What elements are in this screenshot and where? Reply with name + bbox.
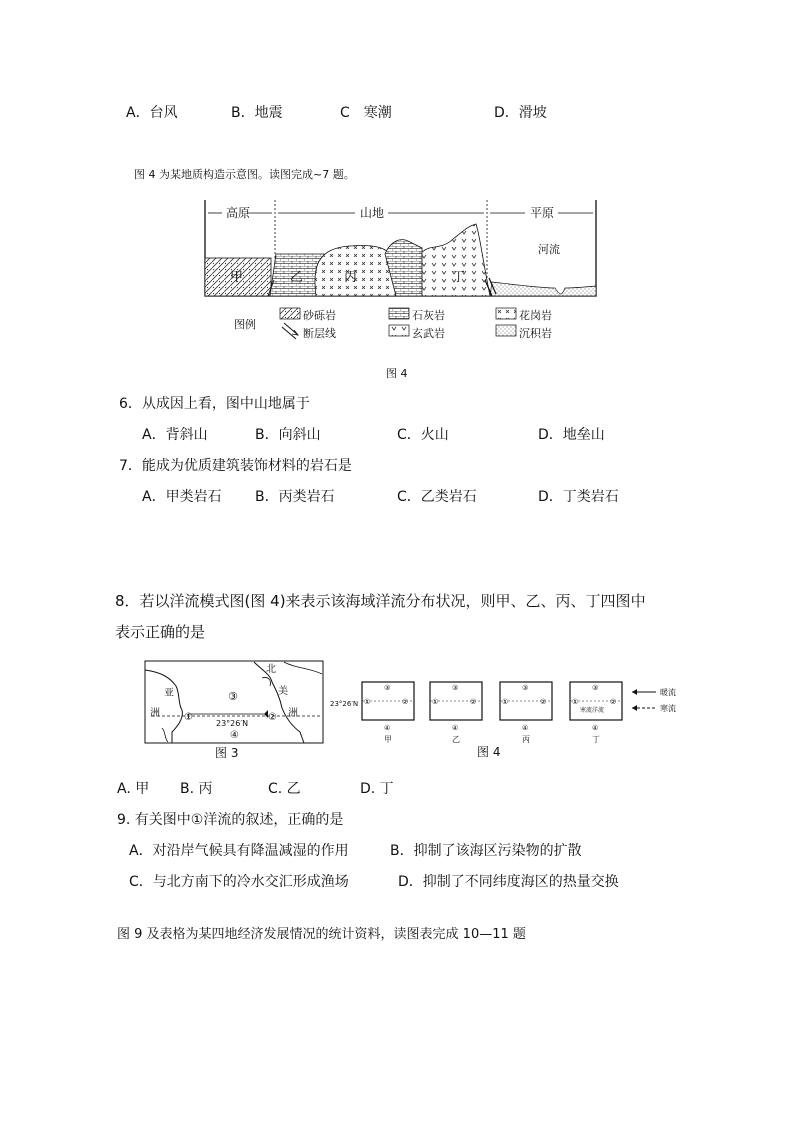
q5-option-b: B．地震 (231, 105, 283, 121)
legend-label-limestone: 石灰岩 (412, 309, 445, 322)
map-label-na-1: 北 (266, 664, 276, 675)
q9-stem: 9. 有关图中①洋流的叙述，正确的是 (117, 812, 344, 828)
q6-option-d: D．地垒山 (538, 427, 605, 443)
cold-current-label: 寒流 (660, 704, 676, 713)
legend-title: 图例 (234, 318, 256, 331)
rock-label-ding: 丁 (452, 270, 466, 285)
legend-swatch-basalt (389, 325, 409, 336)
rock-label-bing: 丙 (344, 270, 358, 285)
current-model-fig4 (330, 672, 690, 746)
map-latitude-label: 23°26′N (216, 719, 249, 728)
rock-block-ding (422, 224, 490, 296)
fig4-intro: 图 4 为某地质构造示意图。读图完成~7 题。 (134, 168, 355, 181)
q5-option-d: D．滑坡 (494, 105, 547, 121)
legend-label-granite: 花岗岩 (519, 309, 552, 322)
panel-label-bing: 丙 (522, 735, 530, 744)
legend-swatch-sediment (496, 325, 516, 336)
map-label-asia-2: 洲 (150, 708, 160, 719)
q8-option-a: A. 甲 (117, 781, 150, 797)
q7-option-c: C．乙类岩石 (397, 489, 477, 505)
panel-ding-num-1: ① (572, 698, 579, 706)
q9-option-c: C．与北方南下的冷水交汇形成渔场 (129, 874, 349, 890)
map-current-1: ① (184, 712, 193, 723)
figure-3-caption: 图 3 (215, 746, 239, 760)
panel-yi-num-3: ③ (452, 684, 459, 692)
panel-jia-num-1: ① (364, 698, 371, 706)
rock-label-yi: 乙 (290, 270, 304, 285)
q8-option-d: D. 丁 (360, 781, 394, 797)
map-current-3: ③ (228, 690, 238, 703)
panel-bing-num-2: ② (540, 698, 547, 706)
river-label: 河流 (538, 243, 560, 256)
panel-jia-num-4: ④ (384, 724, 391, 732)
panel-ding-inner-text: 寒流洋流 (580, 707, 605, 714)
q6-stem: 6．从成因上看，图中山地属于 (119, 396, 310, 412)
panel-ding-num-3: ③ (592, 684, 599, 692)
panel-label-ding: 丁 (592, 735, 600, 744)
q5-option-c: C 寒潮 (340, 105, 392, 121)
q9-option-a: A．对沿岸气候具有降温减湿的作用 (129, 843, 349, 859)
q9-option-b: B．抑制了该海区污染物的扩散 (390, 843, 582, 859)
legend-swatch-limestone (389, 308, 409, 319)
q7-option-d: D．丁类岩石 (538, 489, 619, 505)
legend-label-basalt: 玄武岩 (412, 327, 445, 340)
q8-stem-line1: 8．若以洋流模式图(图 4)来表示该海域洋流分布状况，则甲、乙、丙、丁四图中 (115, 592, 646, 610)
region-mountain-label: 山地 (360, 206, 385, 220)
legend-swatch-granite (496, 308, 516, 319)
panel-yi-num-4: ④ (452, 724, 459, 732)
q6-option-c: C．火山 (397, 427, 449, 443)
fig9-intro: 图 9 及表格为某四地经济发展情况的统计资料，读图表完成 10—11 题 (117, 927, 526, 942)
panel-yi-num-2: ② (470, 698, 477, 706)
q8-stem-line2: 表示正确的是 (115, 623, 206, 641)
panel-jia-num-2: ② (402, 698, 409, 706)
q6-option-a: A．背斜山 (142, 427, 208, 443)
panel-bing-num-4: ④ (522, 724, 529, 732)
q8-option-c: C. 乙 (268, 781, 301, 797)
q6-option-b: B．向斜山 (255, 427, 321, 443)
region-plateau-label: 高原 (226, 206, 251, 220)
panel-yi-num-1: ① (432, 698, 439, 706)
q9-option-d: D．抑制了不同纬度海区的热量交换 (398, 874, 619, 890)
panel-label-yi: 乙 (452, 735, 460, 744)
map-label-na-2: 美 (278, 686, 288, 697)
figure-4-caption: 图 4 (386, 367, 408, 380)
figure-4b-caption: 图 4 (477, 745, 501, 759)
panel-jia-num-3: ③ (384, 684, 391, 692)
q7-option-a: A．甲类岩石 (142, 489, 222, 505)
warm-current-label: 暖流 (660, 688, 676, 697)
panel-bing-num-3: ③ (522, 684, 529, 692)
panel-ding-num-4: ④ (592, 724, 599, 732)
legend-fault-icon (282, 323, 298, 339)
model-latitude-label: 23°26′N (330, 700, 359, 708)
panel-bing-num-1: ① (502, 698, 509, 706)
q7-stem: 7．能成为优质建筑装饰材料的岩石是 (119, 458, 352, 474)
q5-option-a: A．台风 (126, 105, 178, 121)
map-current-4: ④ (230, 730, 239, 741)
panel-label-jia: 甲 (384, 735, 392, 744)
legend-label-fault: 断层线 (303, 327, 336, 340)
legend-label-sediment: 沉积岩 (519, 327, 552, 340)
region-plain-label: 平原 (530, 206, 555, 220)
legend-label-sandstone: 砂砾岩 (303, 309, 336, 322)
q8-option-b: B. 丙 (180, 781, 213, 797)
rock-label-jia: 甲 (230, 270, 244, 285)
map-label-na-3: 洲 (288, 708, 298, 719)
map-current-2: ② (268, 712, 277, 723)
legend-swatch-sandstone (280, 308, 300, 319)
q7-option-b: B．丙类岩石 (255, 489, 335, 505)
map-label-asia-1: 亚 (164, 688, 174, 699)
panel-ding-num-2: ② (610, 698, 617, 706)
